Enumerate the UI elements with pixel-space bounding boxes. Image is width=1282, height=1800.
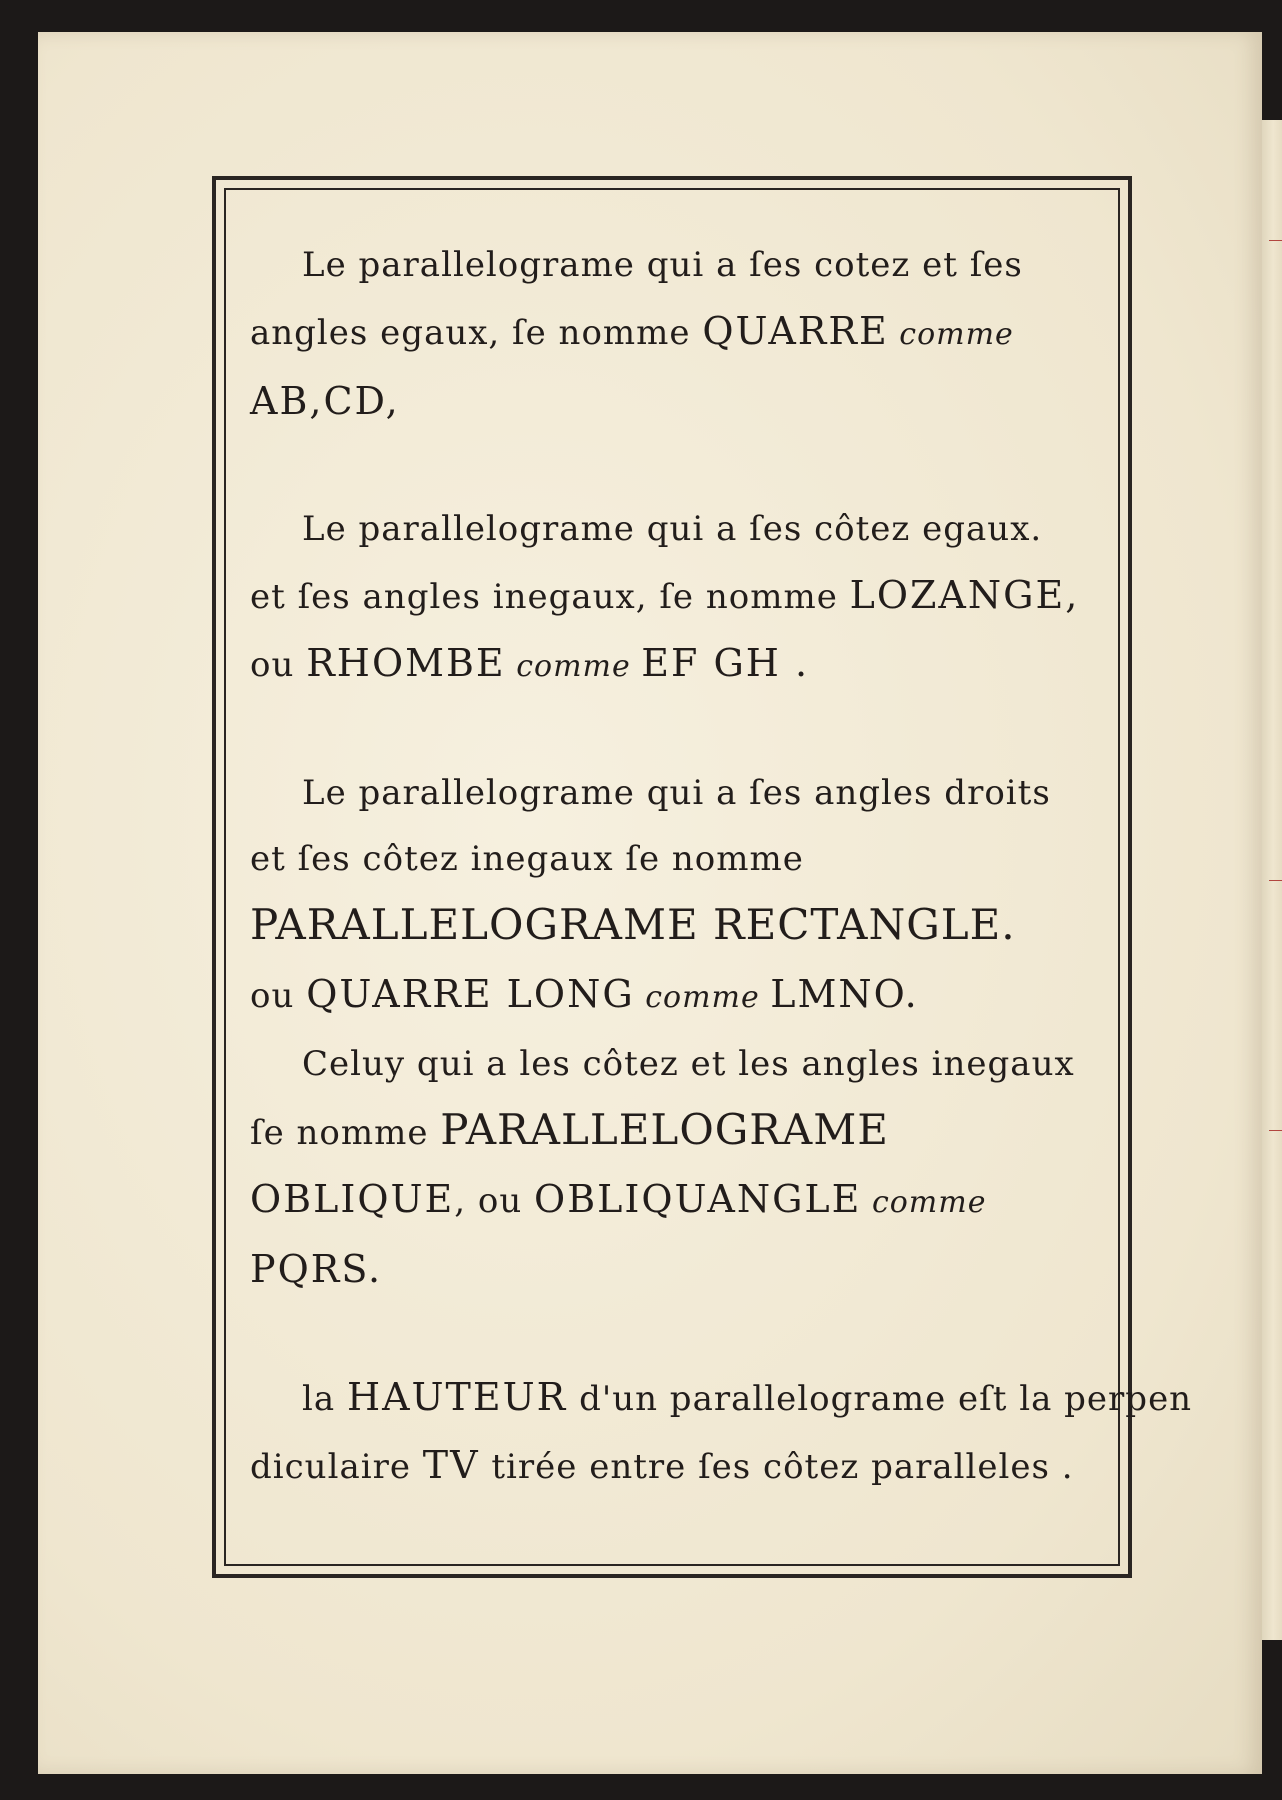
text-span: ſe nomme: [250, 1113, 441, 1153]
text-line: [250, 562, 1112, 630]
comme-label: comme: [634, 980, 771, 1015]
figure-label: TV: [422, 1443, 480, 1487]
paragraph-gap: [250, 1304, 1112, 1364]
text-line: [250, 961, 1112, 1031]
text-span: la: [302, 1379, 347, 1419]
text-span: angles egaux, ſe nomme: [250, 313, 703, 353]
term-quarre-long: QUARRE LONG: [306, 972, 635, 1016]
text-span: ou: [250, 976, 307, 1016]
text-line: [250, 1236, 1112, 1304]
text-line: [250, 1432, 1112, 1500]
text-line: [250, 496, 1112, 562]
paragraph-quarre: [250, 232, 1112, 436]
text-span: Le parallelograme qui a ſes côtez egaux.: [302, 509, 1043, 549]
term-lozange: LOZANGE,: [849, 573, 1080, 617]
figure-label: EF GH .: [641, 641, 810, 685]
text-line: [250, 826, 1112, 892]
text-line: [250, 892, 1112, 961]
figure-label: LMNO.: [770, 972, 919, 1016]
red-rule-mark: [1269, 880, 1282, 881]
text-line: [250, 1097, 1112, 1166]
paragraph-lozange: [250, 496, 1112, 700]
text-span: Celuy qui a les côtez et les angles inegaux: [302, 1044, 1075, 1084]
text-span: et ſes angles inegaux, ſe nomme: [250, 577, 850, 617]
text-line: [250, 232, 1112, 298]
text-span: tirée entre ſes côtez paralleles .: [479, 1447, 1074, 1487]
text-line: [250, 760, 1112, 826]
text-line: [250, 368, 1112, 436]
paragraph-hauteur: [250, 1364, 1193, 1500]
term-quarre: QUARRE: [702, 309, 889, 353]
red-rule-mark: [1269, 240, 1282, 241]
text-line: [250, 1166, 1112, 1236]
figure-label: AB,CD,: [250, 379, 400, 423]
term-hauteur: HAUTEUR: [346, 1375, 568, 1419]
comme-label: comme: [861, 1185, 987, 1220]
text-span: , ou: [454, 1181, 535, 1221]
comme-label: comme: [888, 317, 1014, 352]
figure-label: PQRS.: [250, 1247, 383, 1291]
text-span: diculaire: [250, 1447, 423, 1487]
text-span: Le parallelograme qui a ſes angles droits: [302, 773, 1051, 813]
text-span: d'un parallelograme eſt la perpen: [567, 1379, 1193, 1419]
paragraph-rectangle: [250, 760, 1112, 1031]
term-parallelograme-rectangle: PARALLELOGRAME RECTANGLE.: [250, 900, 1016, 949]
term-rhombe: RHOMBE: [306, 641, 506, 685]
text-block: [250, 232, 1193, 1500]
paragraph-gap: [250, 700, 1112, 760]
text-span: Le parallelograme qui a ſes cotez et ſes: [302, 245, 1023, 285]
red-rule-mark: [1269, 1130, 1282, 1131]
text-span: et ſes côtez inegaux ſe nomme: [250, 839, 804, 879]
text-line: [250, 298, 1112, 368]
text-span: ou: [250, 645, 307, 685]
text-line: [250, 630, 1112, 700]
paragraph-gap: [250, 436, 1112, 496]
text-line: [250, 1031, 1112, 1097]
text-line: [250, 1364, 1193, 1432]
term-parallelograme: PARALLELOGRAME: [440, 1105, 889, 1154]
comme-label: comme: [505, 649, 642, 684]
term-obliquangle: OBLIQUANGLE: [534, 1177, 862, 1221]
term-oblique: OBLIQUE: [250, 1177, 455, 1221]
paragraph-oblique: [250, 1031, 1112, 1304]
